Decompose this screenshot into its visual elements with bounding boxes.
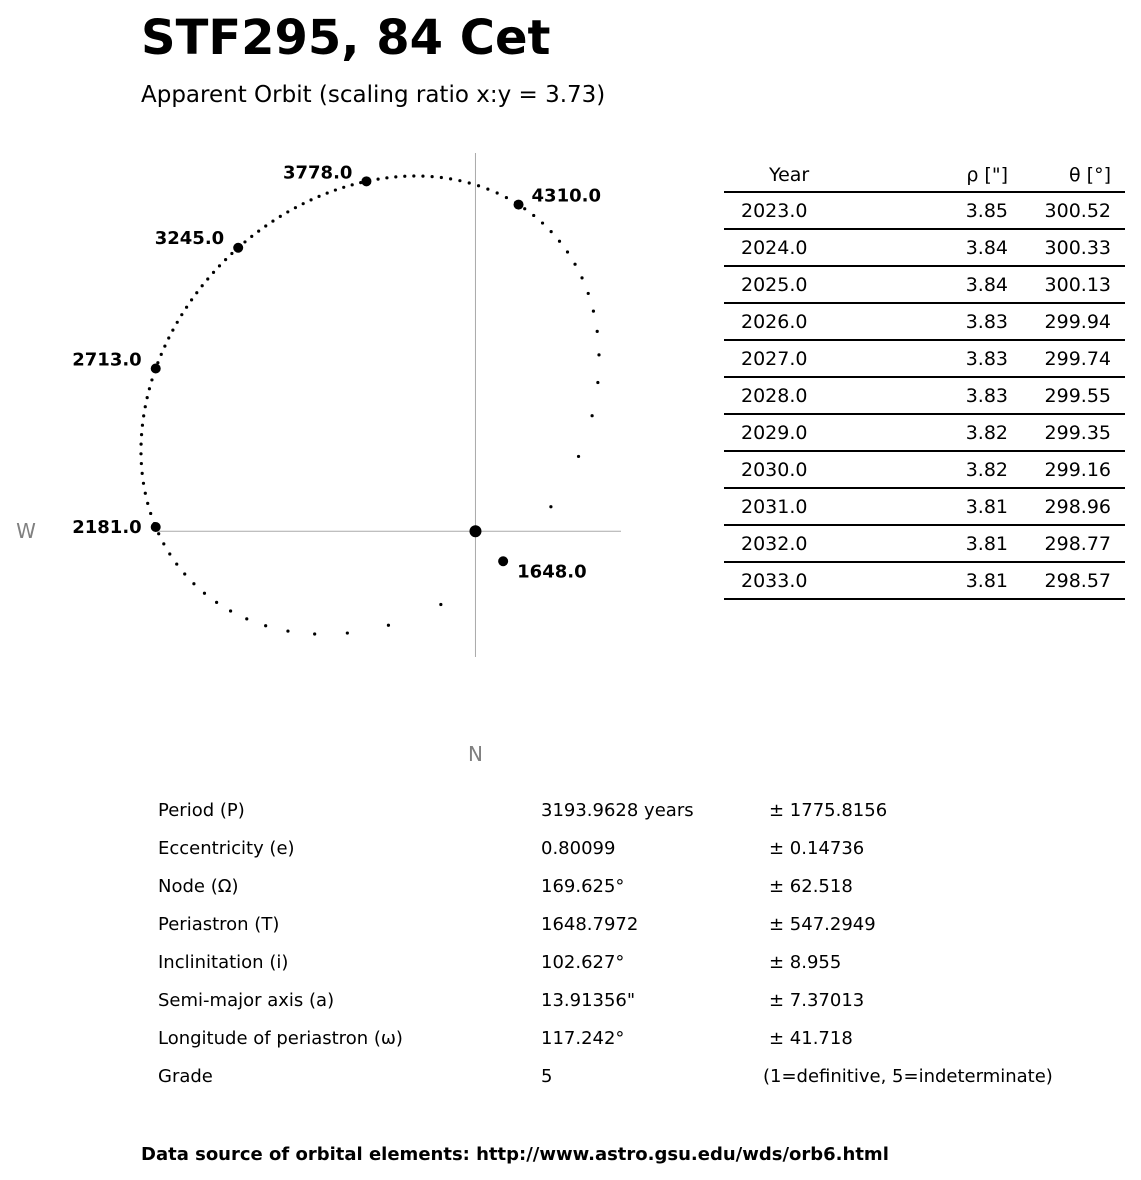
orbit-point [549,505,552,508]
orbital-element-row [158,872,1098,910]
element-name: Inclinitation (i) [158,952,289,973]
chart-title: STF295, 84 Cet [141,10,551,66]
element-value: 13.91356" [541,990,636,1011]
ephemeris-theta: 300.52 [1008,192,1125,229]
orbit-point [140,433,143,436]
orbit-point [597,353,600,356]
element-error: ± 7.37013 [769,990,865,1011]
orbit-point [596,330,599,333]
element-error: ± 8.955 [769,952,842,973]
element-name: Periastron (T) [158,914,280,935]
ephemeris-year: 2024.0 [724,229,889,266]
orbit-point [302,202,305,205]
ephemeris-row [724,303,1125,340]
element-value: 1648.7972 [541,914,639,935]
orbit-point [294,206,297,209]
epoch-label: 3778.0 [282,162,353,184]
primary-star [469,525,481,537]
orbit-point [439,603,442,606]
epoch-marker [151,522,161,532]
ephemeris-row [724,377,1125,414]
orbit-point [230,252,233,255]
ephemeris-theta: 298.57 [1008,562,1125,599]
orbit-point [183,572,186,575]
epoch-markers [72,162,601,582]
orbital-element-row [158,910,1098,948]
ephemeris-row [724,192,1125,229]
element-value: 3193.9628 years [541,800,694,821]
ephemeris-rho: 3.81 [889,562,1008,599]
ephemeris-row [724,488,1125,525]
col-header-year: Year [724,158,889,192]
ephemeris-row [724,414,1125,451]
orbit-point [309,198,312,201]
orbit-point [286,210,289,213]
ephemeris-rho: 3.84 [889,266,1008,303]
orbit-plot [0,0,700,790]
ephemeris-row [724,562,1125,599]
ephemeris-year: 2026.0 [724,303,889,340]
ephemeris-row [724,340,1125,377]
orbit-point [201,284,204,287]
orbit-point [142,414,145,417]
orbit-point [176,321,179,324]
orbit-point [144,405,147,408]
north-label: N [467,742,483,766]
orbit-point [449,177,452,180]
orbit-point [421,175,424,178]
orbit-point [206,277,209,280]
element-name: Semi-major axis (a) [158,990,335,1011]
orbit-point [431,175,434,178]
ephemeris-year: 2029.0 [724,414,889,451]
col-header-rho: ρ ["] [889,158,1008,192]
ephemeris-theta: 300.13 [1008,266,1125,303]
orbit-point [250,235,253,238]
ephemeris-rho: 3.83 [889,340,1008,377]
orbit-point [171,328,174,331]
orbit-point [141,472,144,475]
orbit-point [573,263,576,266]
orbit-point [558,240,561,243]
ephemeris-rho: 3.83 [889,377,1008,414]
element-error: (1=definitive, 5=indeterminate) [763,1066,1053,1087]
element-name: Grade [158,1066,213,1087]
element-value: 0.80099 [541,838,616,859]
ephemeris-theta: 299.55 [1008,377,1125,414]
orbit-point [162,542,165,545]
epoch-label: 2713.0 [72,349,142,371]
ephemeris-rho: 3.84 [889,229,1008,266]
orbit-point [591,414,594,417]
orbit-point [580,276,583,279]
orbit-point [403,175,406,178]
orbit-point [385,176,388,179]
element-name: Period (P) [158,800,245,821]
orbit-point [257,229,260,232]
orbit-point [523,207,526,210]
ephemeris-rho: 3.81 [889,525,1008,562]
orbital-element-row [158,834,1098,872]
orbit-point [505,196,508,199]
ephemeris-year: 2033.0 [724,562,889,599]
orbit-point [317,195,320,198]
ephemeris-header-row [724,158,1125,192]
orbit-point [190,298,193,301]
orbit-point [139,452,142,455]
orbit-point [144,492,147,495]
orbit-point [346,631,349,634]
ephemeris-year: 2023.0 [724,192,889,229]
ephemeris-theta: 299.94 [1008,303,1125,340]
orbit-point [496,191,499,194]
orbit-point [195,291,198,294]
orbit-point [458,179,461,182]
ephemeris-theta: 299.35 [1008,414,1125,451]
ephemeris-theta: 299.16 [1008,451,1125,488]
orbital-element-row [158,986,1098,1024]
orbit-point [218,264,221,267]
orbit-point [440,176,443,179]
ephemeris-row [724,525,1125,562]
orbit-point [224,258,227,261]
orbit-point [163,345,166,348]
orbit-point [577,455,580,458]
ephemeris-theta: 299.74 [1008,340,1125,377]
orbit-point [592,310,595,313]
element-name: Eccentricity (e) [158,838,295,859]
orbit-point [140,462,143,465]
orbit-point [142,482,145,485]
element-name: Longitude of periastron (ω) [158,1028,403,1049]
orbit-point [245,617,248,620]
compass-labels [16,519,483,766]
epoch-marker [151,364,161,374]
orbit-point [532,214,535,217]
orbit-point [486,188,489,191]
orbit-point [141,424,144,427]
epoch-marker [498,556,508,566]
orbit-point [264,224,267,227]
orbit-point [215,601,218,604]
orbital-element-row [158,796,1098,834]
orbit-point [376,178,379,181]
orbit-point [150,378,153,381]
orbit-point [175,562,178,565]
orbit-point [243,240,246,243]
orbit-point [180,313,183,316]
epoch-marker [514,200,524,210]
orbit-point [596,381,599,384]
epoch-label: 2181.0 [72,517,142,539]
ephemeris-year: 2032.0 [724,525,889,562]
ephemeris-year: 2028.0 [724,377,889,414]
orbit-point [168,552,171,555]
element-error: ± 0.14736 [769,838,865,859]
ephemeris-row [724,451,1125,488]
epoch-label: 3245.0 [154,227,225,249]
orbit-point [587,292,590,295]
orbit-point [148,387,151,390]
orbit-point [271,219,274,222]
orbit-point [394,175,397,178]
orbit-point [229,609,232,612]
orbit-point [468,181,471,184]
col-header-theta: θ [°] [1008,158,1125,192]
element-name: Node (Ω) [158,876,239,897]
orbit-point [351,183,354,186]
ephemeris-rho: 3.82 [889,451,1008,488]
ephemeris-theta: 300.33 [1008,229,1125,266]
ephemeris-table [724,158,1125,600]
orbit-point [412,174,415,177]
orbit-point [342,186,345,189]
ephemeris-rho: 3.83 [889,303,1008,340]
orbit-point [157,532,160,535]
element-error: ± 41.718 [769,1028,853,1049]
ephemeris-year: 2030.0 [724,451,889,488]
orbit-point [286,629,289,632]
orbital-element-row [158,1062,1098,1100]
orbit-point [185,306,188,309]
orbit-point [203,592,206,595]
element-value: 117.242° [541,1028,625,1049]
orbit-point [212,271,215,274]
orbit-point [149,512,152,515]
ephemeris-year: 2025.0 [724,266,889,303]
orbital-element-row [158,1024,1098,1062]
orbit-point [160,353,163,356]
ephemeris-theta: 298.77 [1008,525,1125,562]
element-value: 102.627° [541,952,625,973]
orbit-point [313,632,316,635]
orbital-elements-list [158,796,1098,1100]
data-source-note: Data source of orbital elements: http://www.astro.gsu.edu/wds/orb6.html [141,1144,889,1165]
orbit-point [192,582,195,585]
ephemeris-rho: 3.81 [889,488,1008,525]
epoch-label: 4310.0 [531,185,602,207]
ephemeris-year: 2027.0 [724,340,889,377]
orbit-point [550,230,553,233]
ephemeris-row [724,229,1125,266]
orbit-point [477,184,480,187]
orbit-point [326,191,329,194]
orbit-point [146,396,149,399]
element-error: ± 547.2949 [769,914,876,935]
ephemeris-row [724,266,1125,303]
ephemeris-theta: 298.96 [1008,488,1125,525]
orbit-point [139,443,142,446]
ephemeris-rho: 3.85 [889,192,1008,229]
chart-subtitle: Apparent Orbit (scaling ratio x:y = 3.73) [141,82,606,108]
orbital-element-row [158,948,1098,986]
ephemeris-year: 2031.0 [724,488,889,525]
epoch-marker [361,176,371,186]
orbit-point [264,624,267,627]
element-error: ± 1775.8156 [769,800,888,821]
west-label: W [16,519,36,544]
ephemeris-rho: 3.82 [889,414,1008,451]
orbit-point [167,336,170,339]
element-value: 5 [541,1066,553,1087]
orbit-point [387,624,390,627]
orbit-point [541,221,544,224]
orbit-point [334,188,337,191]
element-error: ± 62.518 [769,876,853,897]
orbit-point [566,250,569,253]
orbit-point [279,215,282,218]
epoch-marker [233,243,243,253]
epoch-label: 1648.0 [517,561,587,583]
orbit-point [146,502,149,505]
element-value: 169.625° [541,876,625,897]
